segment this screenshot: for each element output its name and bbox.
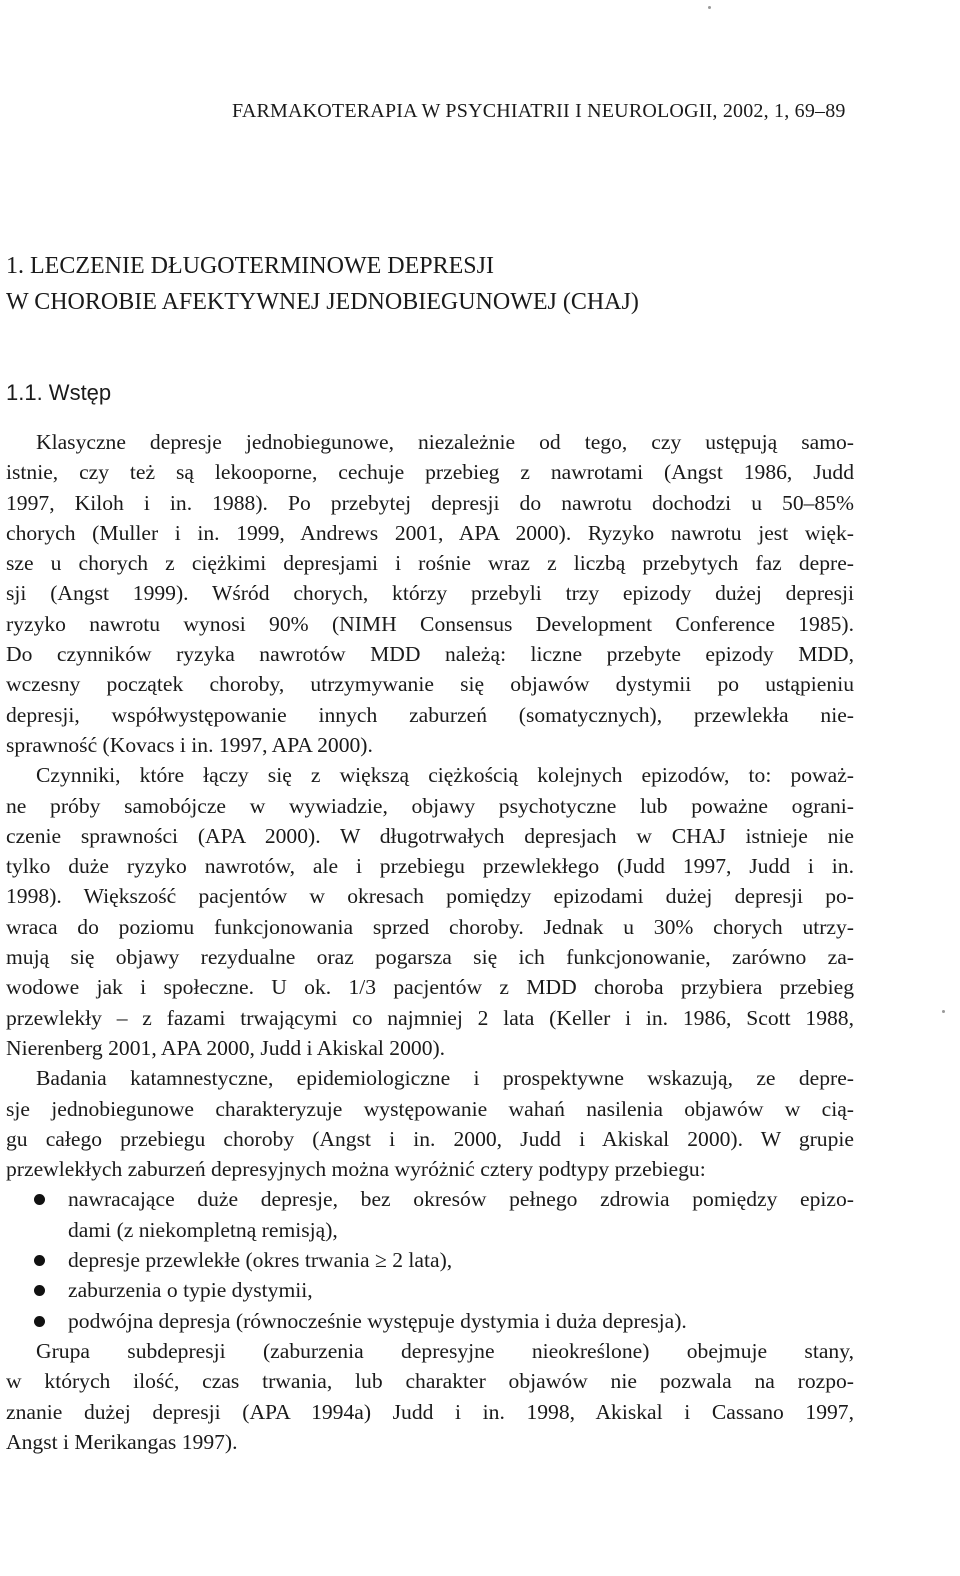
- bullet-item: [6, 1245, 854, 1275]
- bullet-text: depresje przewlekłe (okres trwania ≥ 2 lata),: [68, 1248, 453, 1273]
- text-line: ryzyko nawrotu wynosi 90% (NIMH Consensus Development Conference 1985).: [6, 611, 854, 636]
- bullet-item-continuation: [6, 1215, 854, 1245]
- text-line: czenie sprawności (APA 2000). W długotrwałych depresjach w CHAJ istnieje nie: [6, 823, 854, 848]
- bullet-item: [6, 1184, 854, 1214]
- chapter-title: [6, 248, 639, 320]
- bullet-item: [6, 1275, 854, 1305]
- text-line: sze u chorych z ciężkimi depresjami i rośnie wraz z liczbą przebytych faz depre-: [6, 551, 854, 576]
- text-line: depresji, współwystępowanie innych zaburzeń (somatycznych), przewlekła nie-: [6, 702, 854, 727]
- bullet-item: [6, 1306, 854, 1336]
- text-line: tylko duże ryzyko nawrotów, ale i przebiegu przewlekłego (Judd 1997, Judd i in.: [6, 854, 854, 879]
- section-heading: 1.1. Wstęp: [6, 380, 112, 405]
- text-line: przewlekły – z fazami trwającymi co najmniej 2 lata (Keller i in. 1986, Scott 1988,: [6, 1005, 854, 1030]
- text-line: sje jednobiegunowe charakteryzuje występowanie wahań nasilenia objawów w cią-: [6, 1096, 854, 1121]
- text-line: wczesny początek choroby, utrzymywanie się objawów dystymii po ustąpieniu: [6, 672, 854, 697]
- text-line: 1998). Większość pacjentów w okresach pomiędzy epizodami dużej depresji po-: [6, 884, 854, 909]
- body-text: [6, 427, 854, 1457]
- text-line: istnie, czy też są lekooporne, cechuje przebieg z nawrotami (Angst 1986, Judd: [6, 460, 854, 485]
- bullet-text: zaburzenia o typie dystymii,: [68, 1278, 313, 1303]
- text-line: Czynniki, które łączy się z większą ciężkością kolejnych epizodów, to: poważ-: [36, 763, 854, 788]
- text-line: ne próby samobójcze w wywiadzie, objawy psychotyczne lub poważne ograni-: [6, 793, 854, 818]
- chapter-title-line-2: W CHOROBIE AFEKTYWNEJ JEDNOBIEGUNOWEJ (CHAJ): [6, 289, 639, 315]
- text-line: Badania katamnestyczne, epidemiologiczne i prospektywne wskazują, ze depre-: [36, 1066, 854, 1091]
- text-line: Grupa subdepresji (zaburzenia depresyjne nieokreślone) obejmuje stany,: [36, 1338, 854, 1363]
- text-line: 1997, Kiloh i in. 1988). Po przebytej depresji do nawrotu dochodzi u 50–85%: [6, 490, 854, 515]
- scan-speck: [942, 1010, 945, 1013]
- text-line: Do czynników ryzyka nawrotów MDD należą: liczne przebyte epizody MDD,: [6, 642, 854, 667]
- text-line: znanie dużej depresji (APA 1994a) Judd i in. 1998, Akiskal i Cassano 1997,: [6, 1399, 854, 1424]
- bullet-icon: [34, 1194, 45, 1205]
- bullet-text: podwójna depresja (równocześnie występuje dystymia i duża depresja).: [68, 1308, 687, 1333]
- text-line: Angst i Merikangas 1997).: [6, 1429, 238, 1454]
- bullet-icon: [34, 1255, 45, 1266]
- bullet-text: nawracające duże depresje, bez okresów pełnego zdrowia pomiędzy epizo-: [68, 1187, 854, 1212]
- scan-speck: [708, 6, 711, 9]
- text-line: przewlekłych zaburzeń depresyjnych można wyróżnić cztery podtypy przebiegu:: [6, 1157, 706, 1182]
- text-line: Nierenberg 2001, APA 2000, Judd i Akiskal 2000).: [6, 1035, 446, 1060]
- text-line: sprawność (Kovacs i in. 1997, APA 2000).: [6, 732, 373, 757]
- text-line: wraca do poziomu funkcjonowania sprzed choroby. Jednak u 30% chorych utrzy-: [6, 914, 854, 939]
- chapter-title-line-1: 1. LECZENIE DŁUGOTERMINOWE DEPRESJI: [6, 253, 494, 279]
- text-line: w których ilość, czas trwania, lub charakter objawów nie pozwala na rozpo-: [6, 1369, 854, 1394]
- text-line: Klasyczne depresje jednobiegunowe, niezależnie od tego, czy ustępują samo-: [36, 430, 854, 454]
- bullet-icon: [34, 1285, 45, 1296]
- text-line: chorych (Muller i in. 1999, Andrews 2001, APA 2000). Ryzyko nawrotu jest więk-: [6, 520, 854, 545]
- text-line: gu całego przebiegu choroby (Angst i in. 2000, Judd i Akiskal 2000). W grupie: [6, 1126, 854, 1151]
- running-header: FARMAKOTERAPIA W PSYCHIATRII I NEUROLOGII, 2002, 1, 69–89: [232, 100, 846, 122]
- text-line: mują się objawy rezydualne oraz pogarsza się ich funkcjonowanie, zarówno za-: [6, 945, 854, 970]
- text-line: wodowe jak i społeczne. U ok. 1/3 pacjentów z MDD choroba przybiera przebieg: [6, 975, 854, 1000]
- text-line: sji (Angst 1999). Wśród chorych, którzy przebyli trzy epizody dużej depresji: [6, 581, 854, 606]
- bullet-icon: [34, 1316, 45, 1327]
- bullet-text: dami (z niekompletną remisją),: [68, 1217, 338, 1242]
